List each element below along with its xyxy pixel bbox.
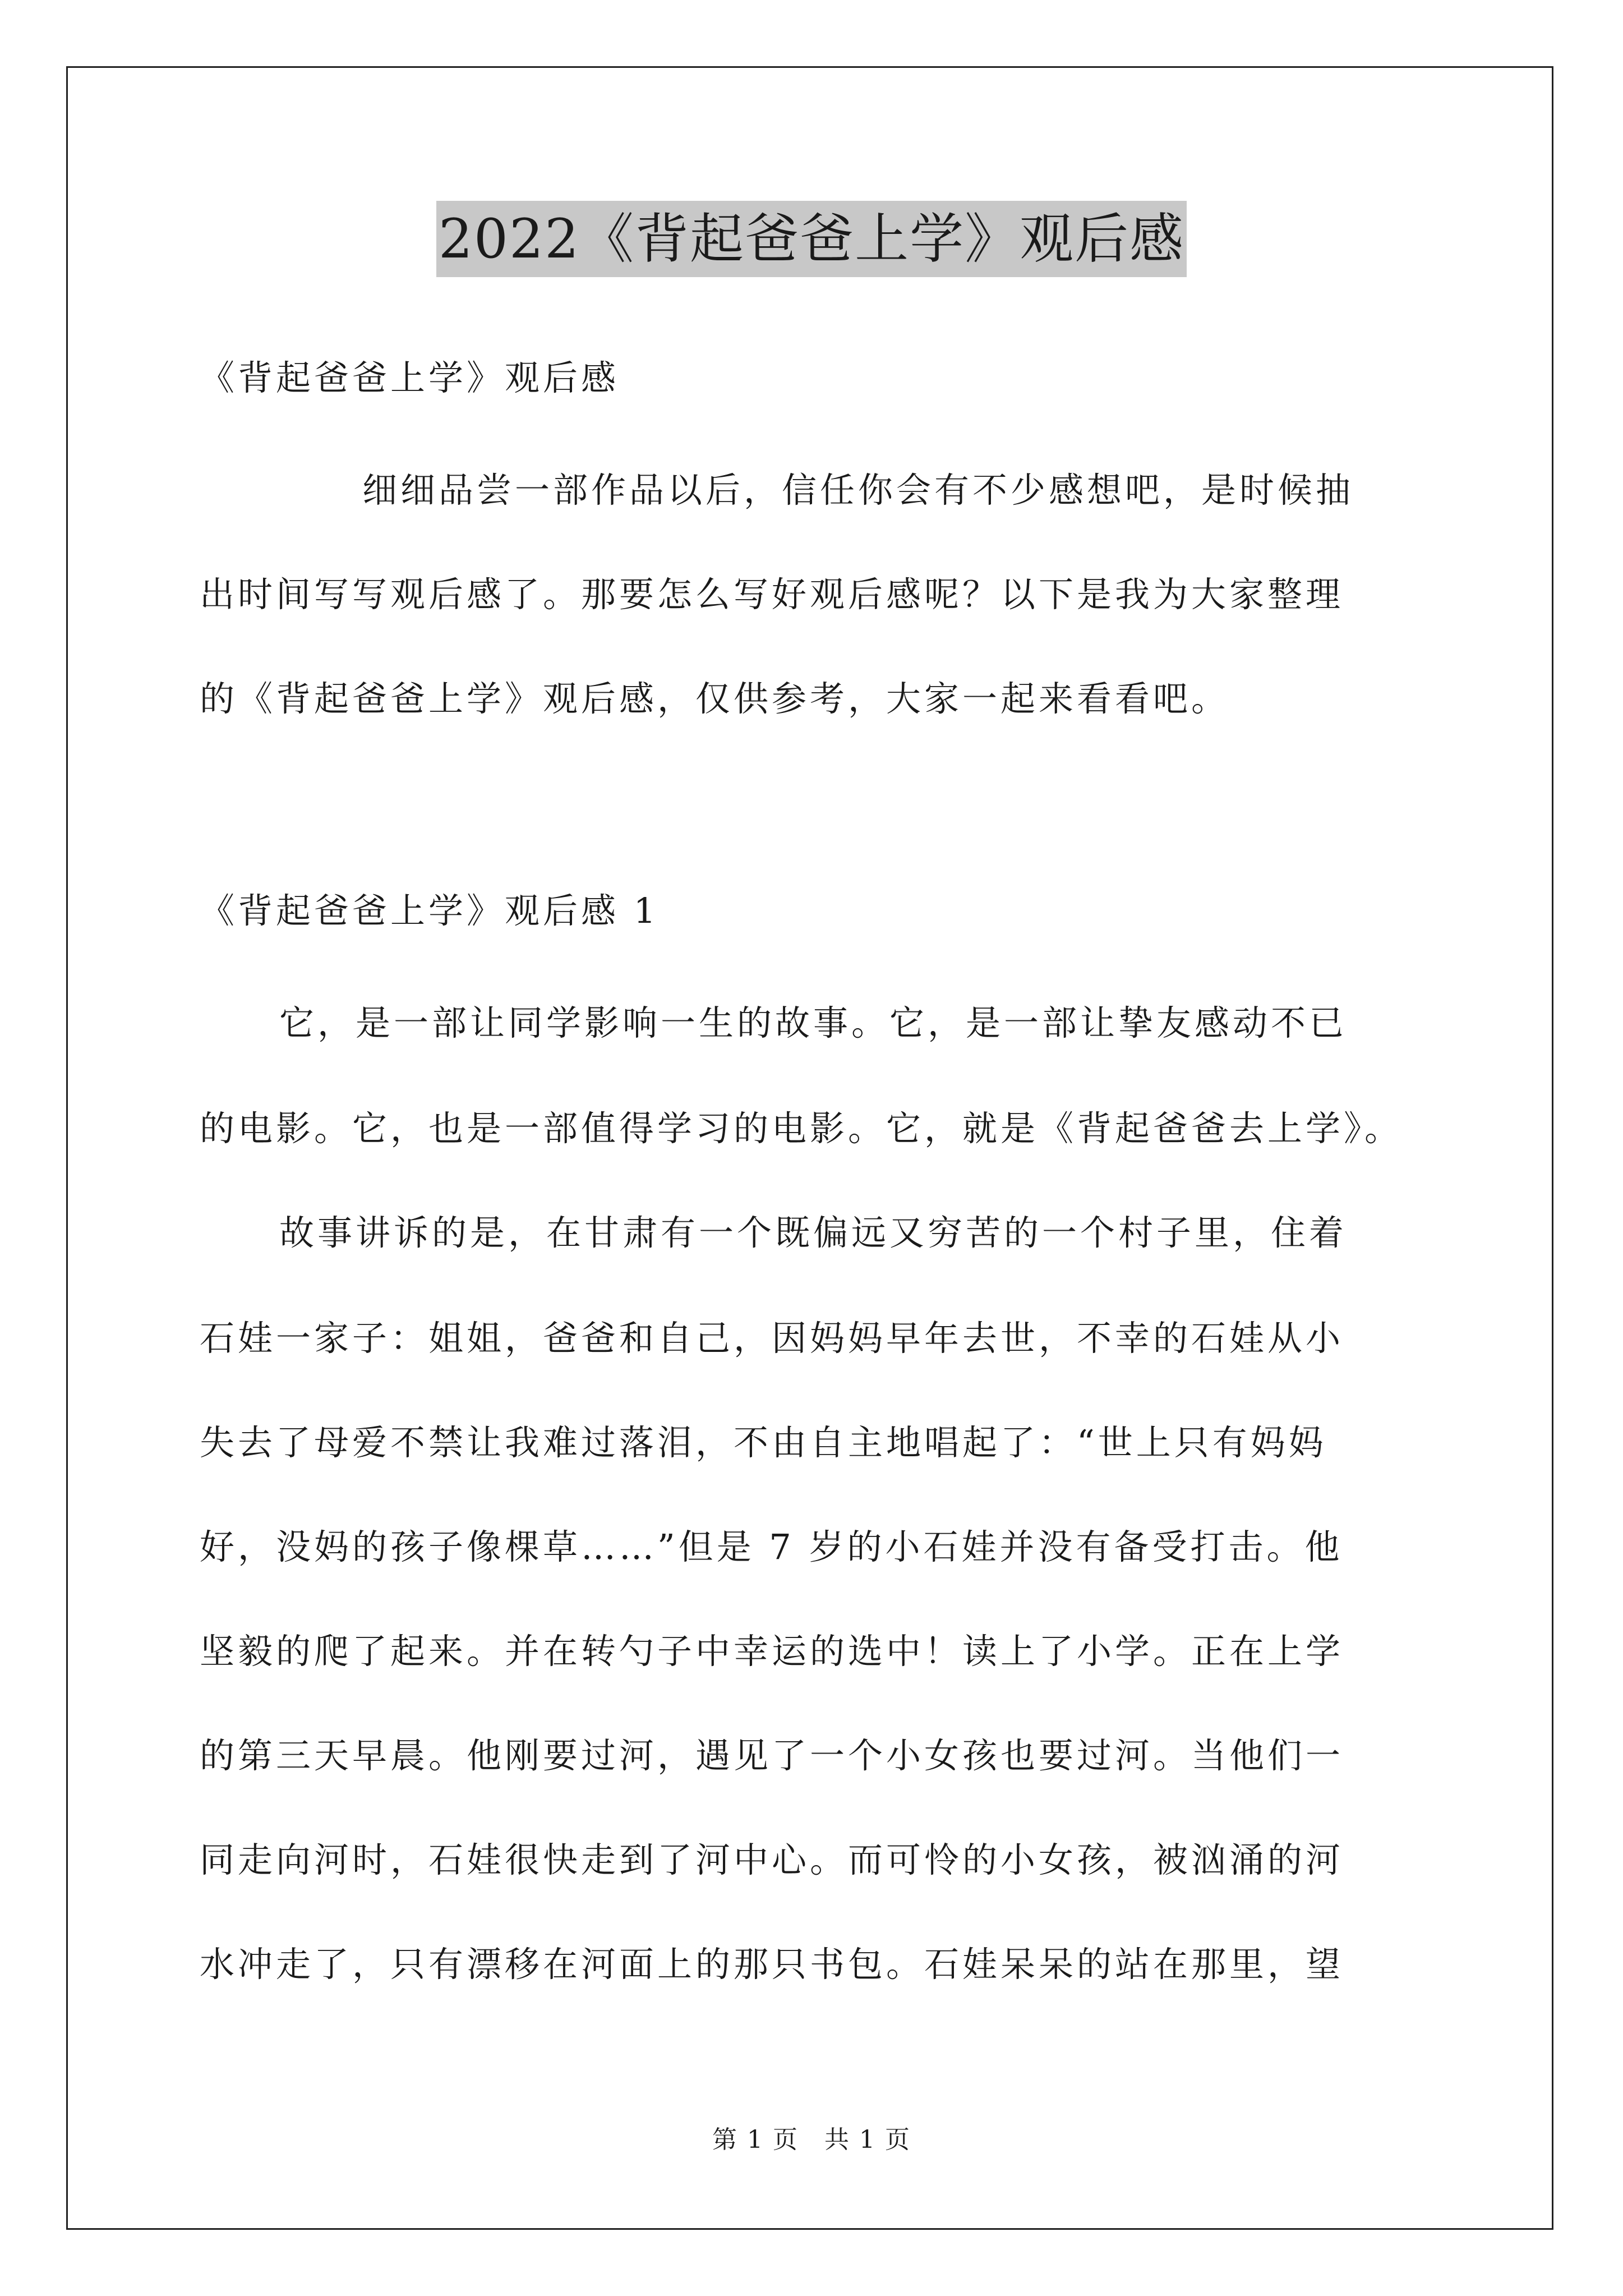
paragraph-line-1: 它，是一部让同学影响一生的故事。它，是一部让挚友感动不已 [279, 1002, 1348, 1043]
paragraph-line-9: 同走向河时，石娃很快走到了河中心。而可怜的小女孩，被汹涌的河 [200, 1839, 1344, 1880]
title-container [0, 201, 1623, 277]
document-title: 2022《背起爸爸上学》观后感 [436, 201, 1187, 277]
intro-line-2: 出时间写写观后感了。那要怎么写好观后感呢？以下是我为大家整理 [200, 574, 1344, 615]
paragraph-line-7: 坚毅的爬了起来。并在转勺子中幸运的选中！读上了小学。正在上学 [200, 1631, 1344, 1672]
paragraph-line-3: 故事讲诉的是，在甘肃有一个既偏远又穷苦的一个村子里，住着 [279, 1212, 1348, 1253]
paragraph-line-8: 的第三天早晨。他刚要过河，遇见了一个小女孩也要过河。当他们一 [200, 1735, 1344, 1776]
intro-line-1: 细细品尝一部作品以后，信任你会有不少感想吧，是时候抽 [362, 470, 1354, 510]
paragraph-line-2: 的电影。它，也是一部值得学习的电影。它，就是《背起爸爸去上学》。 [200, 1108, 1403, 1149]
paragraph-line-4: 石娃一家子：姐姐，爸爸和自己，因妈妈早年去世，不幸的石娃从小 [200, 1318, 1344, 1359]
paragraph-line-10: 水冲走了，只有漂移在河面上的那只书包。石娃呆呆的站在那里，望 [200, 1944, 1344, 1985]
subtitle: 《背起爸爸上学》观后感 [200, 357, 620, 398]
page-footer: 第 1 页 共 1 页 [712, 2125, 911, 2154]
paragraph-line-5: 失去了母爱不禁让我难过落泪，不由自主地唱起了：“世上只有妈妈 [200, 1422, 1327, 1463]
paragraph-line-6: 好，没妈的孩子像棵草……”但是 7 岁的小石娃并没有备受打击。他 [200, 1526, 1343, 1567]
section-heading: 《背起爸爸上学》观后感 1 [200, 890, 660, 931]
intro-line-3: 的《背起爸爸上学》观后感，仅供参考，大家一起来看看吧。 [200, 678, 1230, 719]
